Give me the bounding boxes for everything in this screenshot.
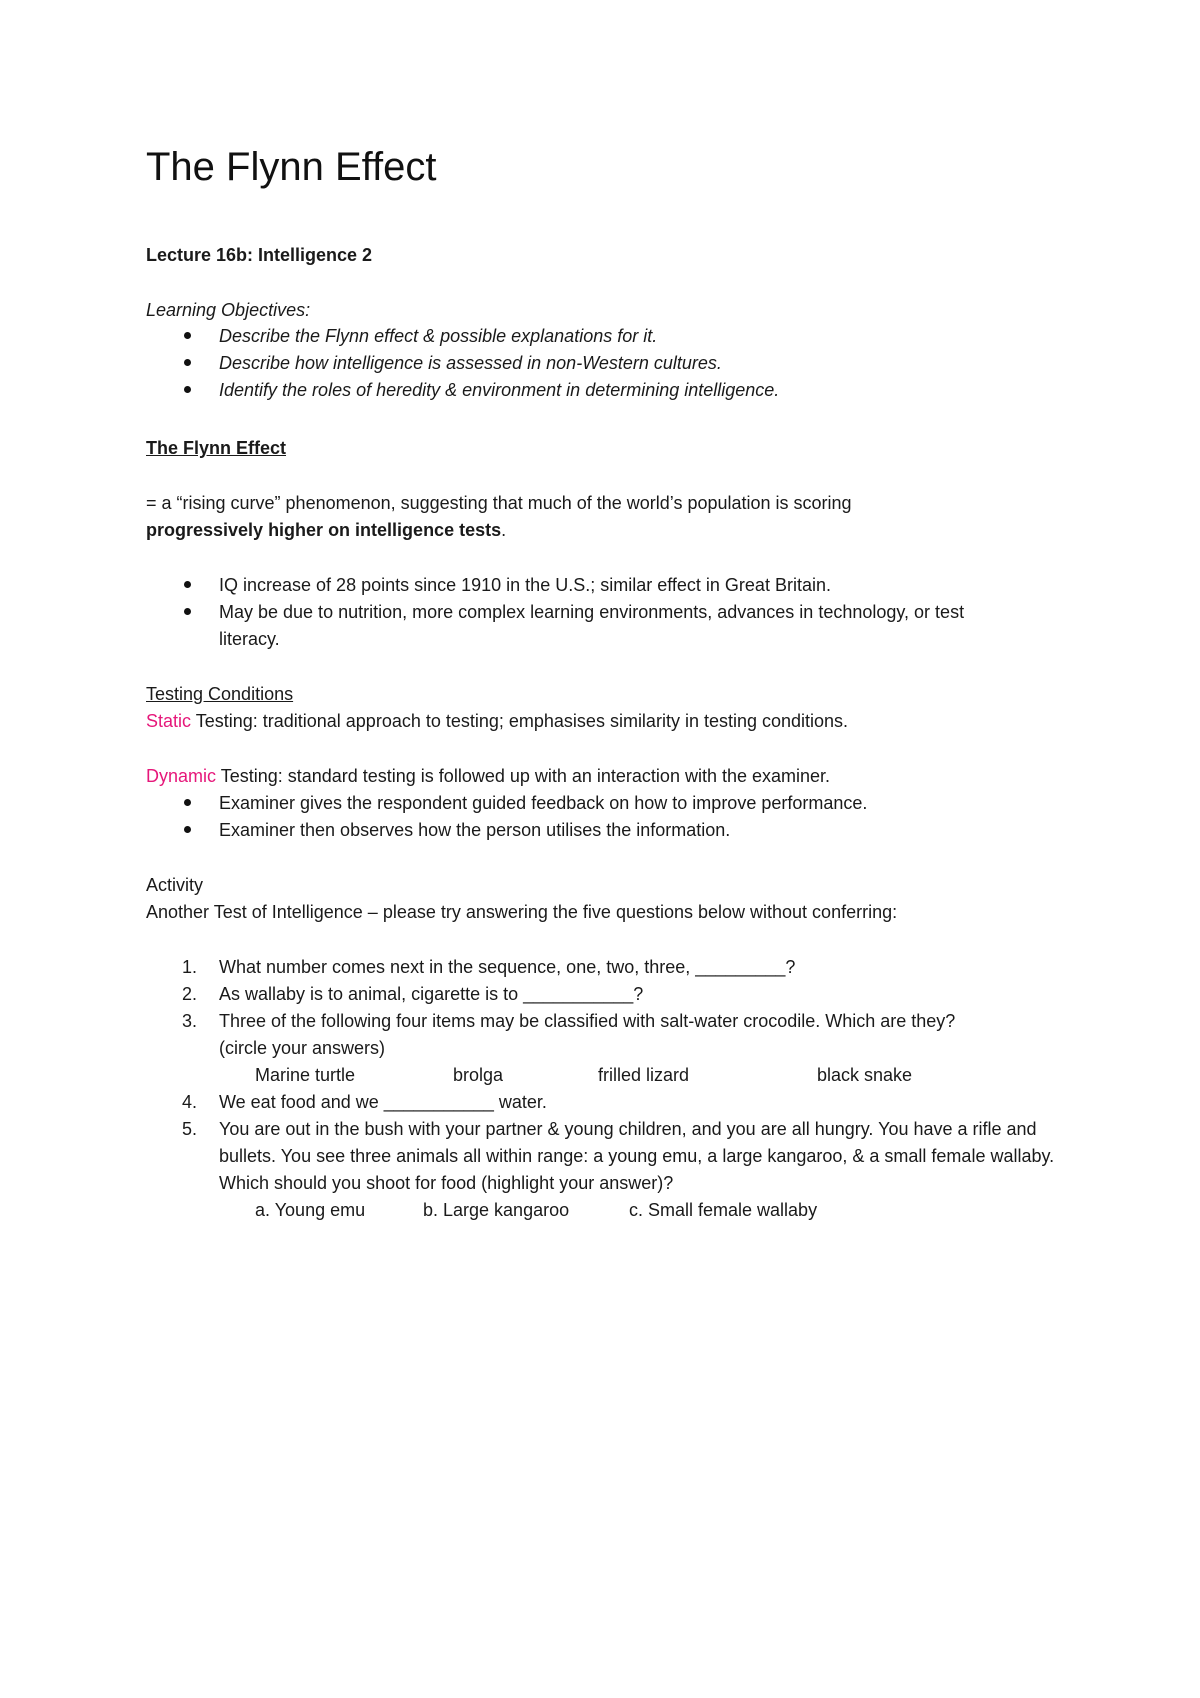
static-description: Testing: traditional approach to testing; emphasises similarity in testing conditions. (191, 711, 849, 731)
list-item-text: Examiner then observes how the person utilises the information. (219, 820, 731, 840)
bullet-icon (184, 799, 191, 806)
q5-options (219, 1197, 1079, 1224)
list-item-text: IQ increase of 28 points since 1910 in the U.S.; similar effect in Great Britain. (219, 575, 831, 595)
q3-option[interactable]: brolga (453, 1065, 504, 1085)
question-text: What number comes next in the sequence, one, two, three, _________? (219, 957, 796, 977)
q3-option[interactable]: black snake (817, 1065, 913, 1085)
activity-intro: Another Test of Intelligence – please try answering the five questions below without conferring: (146, 902, 898, 922)
question-text: We eat food and we ___________ water. (219, 1092, 547, 1112)
list-item (146, 572, 1076, 599)
bullet-icon (184, 359, 191, 366)
dynamic-testing-line (146, 763, 830, 790)
question-text: Three of the following four items may be classified with salt-water crocodile. Which are they? (circle your answers) (219, 1011, 956, 1058)
list-item (146, 817, 867, 844)
q3-options (219, 1062, 999, 1089)
static-keyword: Static (146, 711, 192, 731)
list-item (146, 323, 779, 350)
activity-heading: Activity (146, 875, 204, 895)
list-item (146, 377, 779, 404)
q3-option[interactable]: frilled lizard (598, 1065, 690, 1085)
bullet-icon (184, 386, 191, 393)
question-number: 4. (182, 1092, 198, 1112)
flynn-definition-line2 (146, 517, 506, 544)
objectives-heading: Learning Objectives: (146, 300, 311, 320)
objectives-list (146, 323, 779, 404)
question-number: 5. (182, 1119, 198, 1139)
list-item (146, 790, 867, 817)
flynn-bullets (146, 572, 1076, 653)
question-item (146, 1008, 999, 1089)
question-number: 1. (182, 957, 198, 977)
flynn-definition-line1: = a “rising curve” phenomenon, suggesting that much of the world’s population is scoring (146, 493, 852, 513)
q5-option[interactable]: b. Large kangaroo (423, 1200, 570, 1220)
bullet-icon (184, 608, 191, 615)
page-title: The Flynn Effect (146, 145, 437, 189)
bullet-icon (184, 581, 191, 588)
flynn-definition-bold: progressively higher on intelligence tests (146, 520, 502, 540)
list-item-text: Examiner gives the respondent guided feedback on how to improve performance. (219, 793, 868, 813)
dynamic-description: Testing: standard testing is followed up with an interaction with the examiner. (216, 766, 831, 786)
section-heading-testing: Testing Conditions (146, 684, 294, 704)
list-item-text: Describe how intelligence is assessed in non-Western cultures. (219, 353, 722, 373)
list-item-text: Describe the Flynn effect & possible explanations for it. (219, 326, 658, 346)
question-number: 3. (182, 1011, 198, 1031)
bullet-icon (184, 826, 191, 833)
question-item (146, 1089, 1076, 1116)
section-heading-flynn: The Flynn Effect (146, 438, 287, 458)
question-item (146, 1116, 1079, 1224)
question-item (146, 981, 1076, 1008)
static-testing-line (146, 708, 848, 735)
dynamic-bullets (146, 790, 867, 844)
question-list (146, 954, 1076, 1224)
lecture-heading: Lecture 16b: Intelligence 2 (146, 245, 373, 265)
bullet-icon (184, 332, 191, 339)
q5-option[interactable]: a. Young emu (255, 1200, 366, 1220)
question-item (146, 954, 1076, 981)
dynamic-keyword: Dynamic (146, 766, 217, 786)
q5-option[interactable]: c. Small female wallaby (629, 1200, 818, 1220)
question-text: As wallaby is to animal, cigarette is to ___________? (219, 984, 644, 1004)
flynn-definition-end: . (501, 520, 507, 540)
list-item (146, 599, 989, 653)
question-number: 2. (182, 984, 198, 1004)
list-item-text: Identify the roles of heredity & environment in determining intelligence. (219, 380, 780, 400)
q3-option[interactable]: Marine turtle (255, 1065, 356, 1085)
list-item (146, 350, 779, 377)
list-item-text: May be due to nutrition, more complex learning environments, advances in technology, or test literacy. (219, 602, 965, 649)
question-text: You are out in the bush with your partner & young children, and you are all hungry. You have a rifle and bullets. You see three animals all within range: a young emu, a large kangaroo, & a small female wallaby. Which should you shoot for food (highlight your answer)? (219, 1119, 1055, 1193)
